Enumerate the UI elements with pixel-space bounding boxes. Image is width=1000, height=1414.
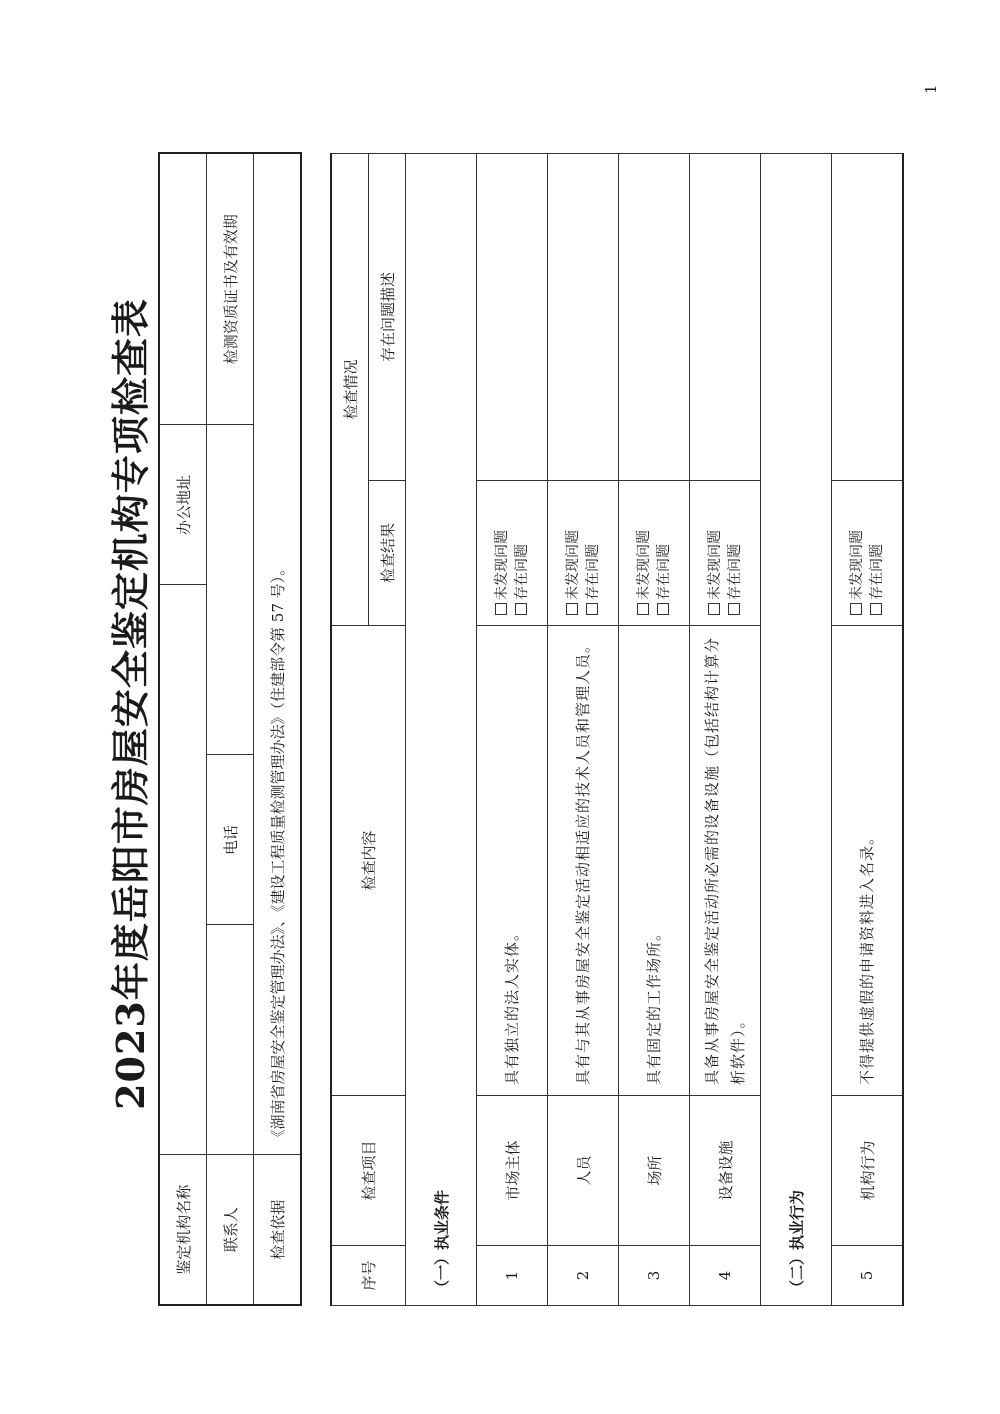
table-row xyxy=(690,153,761,1305)
result-header: 检查结果 xyxy=(369,481,406,626)
no-problem-checkbox[interactable] xyxy=(850,603,862,615)
no-problem-checkbox[interactable] xyxy=(566,603,578,615)
has-problem-checkbox[interactable] xyxy=(657,603,669,615)
seq-header: 序号 xyxy=(331,1246,406,1306)
row-problem-description[interactable] xyxy=(548,153,619,480)
cert-label: 检测资质证书及有效期 xyxy=(207,153,254,425)
row-seq: 5 xyxy=(832,1246,904,1306)
org-name-label: 鉴定机构名称 xyxy=(159,1155,207,1305)
has-problem-label: 存在问题 xyxy=(727,544,743,600)
row-item: 市场主体 xyxy=(477,1096,548,1246)
row-item: 人员 xyxy=(548,1096,619,1246)
contact-label: 联系人 xyxy=(207,1155,254,1305)
page-title: 2023年度岳阳市房屋安全鉴定机构专项检查表 xyxy=(108,298,153,1110)
row-content: 具备从事房屋安全鉴定活动所必需的设备设施（包括结构计算分析软件）。 xyxy=(690,626,761,1096)
row-problem-description[interactable] xyxy=(477,153,548,480)
row-seq: 1 xyxy=(477,1246,548,1306)
content-header: 检查内容 xyxy=(331,626,406,1096)
no-problem-checkbox[interactable] xyxy=(708,603,720,615)
row-problem-description[interactable] xyxy=(619,153,690,480)
status-header: 检查情况 xyxy=(331,153,369,625)
row-item: 设备设施 xyxy=(690,1096,761,1246)
no-problem-checkbox[interactable] xyxy=(637,603,649,615)
inspection-table xyxy=(330,153,904,1306)
address-label: 办公地址 xyxy=(159,425,207,585)
section-title: （一）执业条件 xyxy=(406,153,477,1305)
row-result xyxy=(477,481,548,626)
problem-header: 存在问题描述 xyxy=(369,153,406,480)
basis-text: 《湖南省房屋安全鉴定管理办法》、《建设工程质量检测管理办法》（住建部令第 57 号）。 xyxy=(254,153,302,1155)
item-header: 检查项目 xyxy=(331,1096,406,1246)
row-problem-description[interactable] xyxy=(690,153,761,480)
row-content: 不得提供虚假的申请资料进入名录。 xyxy=(832,626,904,1096)
address-value[interactable] xyxy=(159,153,207,425)
no-problem-label: 未发现问题 xyxy=(707,530,723,600)
no-problem-label: 未发现问题 xyxy=(636,530,652,600)
no-problem-checkbox[interactable] xyxy=(495,603,507,615)
has-problem-label: 存在问题 xyxy=(585,544,601,600)
row-result xyxy=(619,481,690,626)
has-problem-checkbox[interactable] xyxy=(586,603,598,615)
agency-info-table xyxy=(158,152,302,1306)
section-title: （二）执业行为 xyxy=(761,153,832,1305)
table-row xyxy=(548,153,619,1305)
row-item: 场所 xyxy=(619,1096,690,1246)
table-row xyxy=(832,153,904,1305)
row-seq: 4 xyxy=(690,1246,761,1306)
table-row xyxy=(619,153,690,1305)
no-problem-label: 未发现问题 xyxy=(494,530,510,600)
has-problem-checkbox[interactable] xyxy=(870,603,882,615)
has-problem-checkbox[interactable] xyxy=(515,603,527,615)
has-problem-label: 存在问题 xyxy=(514,544,530,600)
row-result xyxy=(690,481,761,626)
no-problem-label: 未发现问题 xyxy=(849,530,865,600)
row-content: 具有独立的法人实体。 xyxy=(477,626,548,1096)
phone-label: 电话 xyxy=(207,755,254,925)
row-problem-description[interactable] xyxy=(832,153,904,480)
row-seq: 3 xyxy=(619,1246,690,1306)
table-row xyxy=(477,153,548,1305)
basis-label: 检查依据 xyxy=(254,1155,302,1305)
has-problem-label: 存在问题 xyxy=(869,544,885,600)
contact-value[interactable] xyxy=(207,925,254,1155)
row-content: 具有固定的工作场所。 xyxy=(619,626,690,1096)
org-name-value[interactable] xyxy=(159,585,207,1155)
row-seq: 2 xyxy=(548,1246,619,1306)
row-content: 具有与其从事房屋安全鉴定活动相适应的技术人员和管理人员。 xyxy=(548,626,619,1096)
has-problem-checkbox[interactable] xyxy=(728,603,740,615)
no-problem-label: 未发现问题 xyxy=(565,530,581,600)
row-result xyxy=(832,481,904,626)
row-item: 机构行为 xyxy=(832,1096,904,1246)
has-problem-label: 存在问题 xyxy=(656,544,672,600)
row-result xyxy=(548,481,619,626)
page-number: 1 xyxy=(922,84,940,94)
phone-value[interactable] xyxy=(207,425,254,755)
